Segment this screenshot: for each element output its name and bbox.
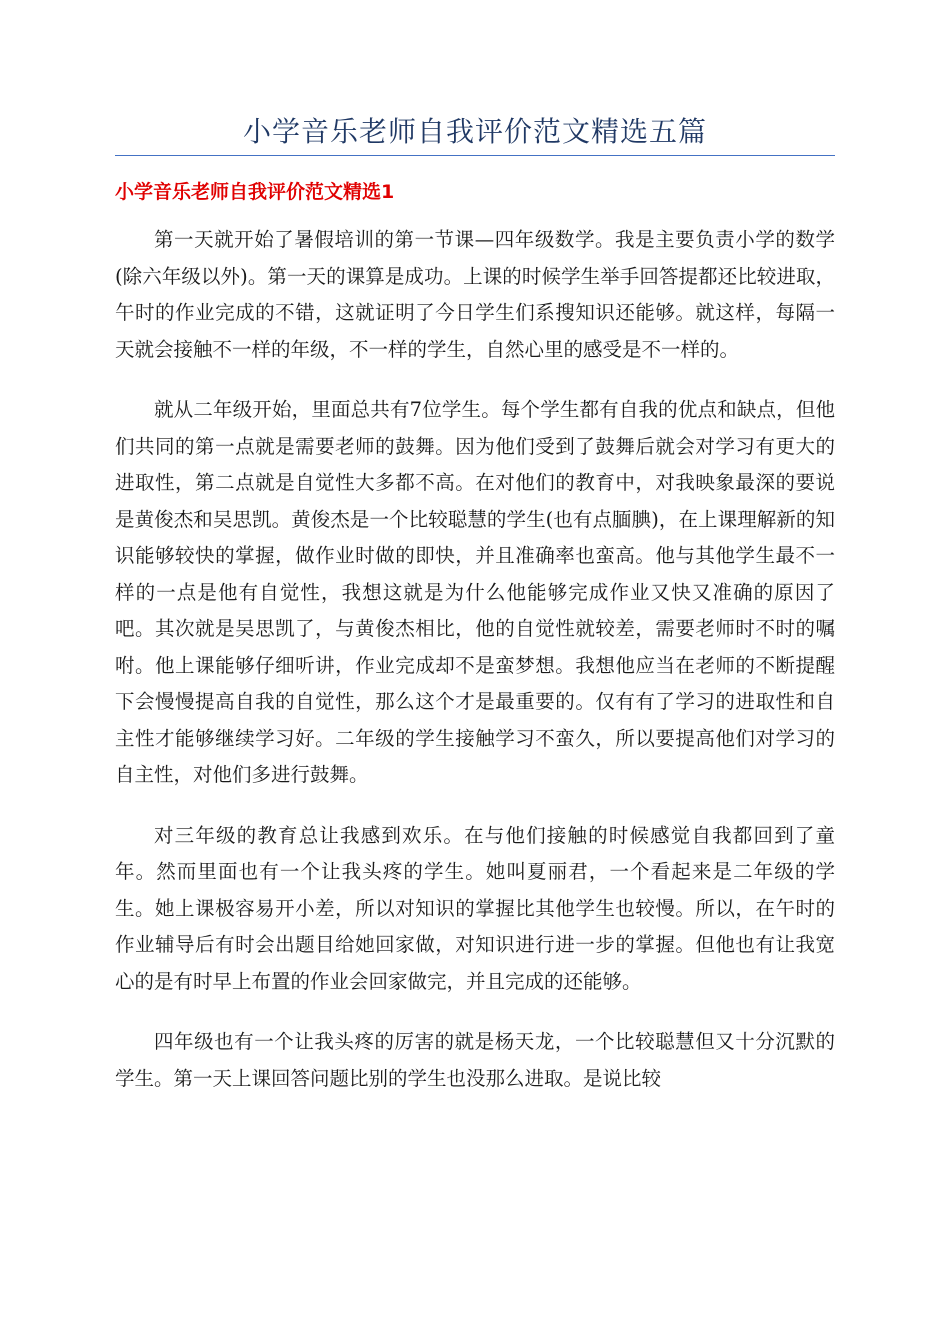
paragraph-4: 四年级也有一个让我头疼的厉害的就是杨天龙，一个比较聪慧但又十分沉默的学生。第一天上课回答问题比别的学生也没那么进取。是说比较 [115, 1030, 835, 1090]
section-heading: 小学音乐老师自我评价范文精选1 [115, 181, 395, 203]
document-title: 小学音乐老师自我评价范文精选五篇 [242, 115, 707, 148]
paragraph-1: 第一天就开始了暑假培训的第一节课—四年级数学。我是主要负责小学的数学(除六年级以外)。第一天的课算是成功。上课的时候学生举手回答提都还比较进取，午时的作业完成的不错，这就证明了今日学生们系搜知识还能够。就这样，每隔一天就会接触不一样的年级，不一样的学生，自然心里的感受是不一样的。 [115, 228, 835, 361]
document-body [115, 222, 835, 1121]
paragraph-2: 就从二年级开始，里面总共有7位学生。每个学生都有自我的优点和缺点，但他们共同的第一点就是需要老师的鼓舞。因为他们受到了鼓舞后就会对学习有更大的进取性，第二点就是自觉性大多都不高。在对他们的教育中，对我映象最深的要说是黄俊杰和吴思凯。黄俊杰是一个比较聪慧的学生(也有点腼腆)，在上课理解新的知识能够较快的掌握，做作业时做的即快，并且准确率也蛮高。他与其他学生最不一样的一点是他有自觉性，我想这就是为什么他能够完成作业又快又准确的原因了吧。其次就是吴思凯了，与黄俊杰相比，他的自觉性就较差，需要老师时不时的嘱咐。他上课能够仔细听讲，作业完成却不是蛮梦想。我想他应当在老师的不断提醒下会慢慢提高自我的自觉性，那么这个才是最重要的。仅有有了学习的进取性和自主性才能够继续学习好。二年级的学生接触学习不蛮久，所以要提高他们对学习的自主性，对他们多进行鼓舞。 [115, 398, 835, 786]
title-underline [115, 155, 835, 156]
paragraph-3: 对三年级的教育总让我感到欢乐。在与他们接触的时候感觉自我都回到了童年。然而里面也有一个让我头疼的学生。她叫夏丽君，一个看起来是二年级的学生。她上课极容易开小差，所以对知识的掌握比其他学生也较慢。所以，在午时的作业辅导后有时会出题目给她回家做，对知识进行进一步的掌握。但他也有让我宽心的是有时早上布置的作业会回家做完，并且完成的还能够。 [115, 823, 835, 993]
